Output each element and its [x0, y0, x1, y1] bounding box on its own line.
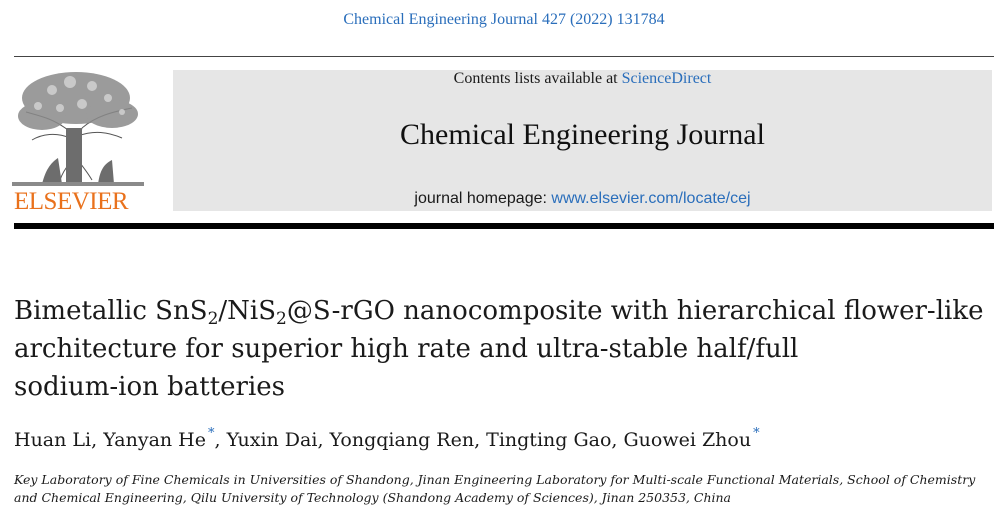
banner-bottom-rule: [14, 223, 994, 229]
author-separator: ,: [474, 429, 487, 451]
header-divider: [14, 56, 994, 57]
elsevier-tree-logo-icon: [12, 68, 144, 186]
journal-title[interactable]: Chemical Engineering Journal: [400, 118, 765, 151]
title-subscript-2: 2: [276, 309, 287, 329]
elsevier-logo[interactable]: [12, 68, 144, 214]
contents-line: [173, 70, 992, 88]
author-name[interactable]: Yongqiang Ren: [329, 429, 475, 451]
author-separator: ,: [317, 429, 330, 451]
author-separator: ,: [91, 429, 104, 451]
contents-prefix: Contents lists available at: [453, 70, 622, 87]
homepage-link[interactable]: www.elsevier.com/locate/cej: [551, 190, 751, 207]
corresponding-author-star[interactable]: *: [208, 426, 215, 441]
homepage-line: [173, 190, 992, 208]
author-name[interactable]: Yanyan He: [103, 429, 206, 451]
author-name[interactable]: Tingting Gao: [486, 429, 612, 451]
author-name[interactable]: Guowei Zhou: [623, 429, 752, 451]
title-line-3: sodium-ion batteries: [14, 372, 286, 402]
journal-banner: [173, 70, 992, 211]
journal-citation-link[interactable]: Chemical Engineering Journal 427 (2022) 131784: [343, 11, 665, 28]
title-segment-3: @S-rGO nanocomposite with hierarchical flower-like: [286, 296, 984, 326]
title-line-2: architecture for superior high rate and ultra-stable half/full: [14, 334, 799, 364]
author-separator: ,: [214, 429, 227, 451]
author-separator: ,: [611, 429, 624, 451]
title-subscript-1: 2: [207, 309, 219, 329]
author-affiliation: Key Laboratory of Fine Chemicals in Universities of Shandong, Jinan Engineering Laboratory for Multi-scale Functional Materials, School of Chemistry and Chemical Engineering, Qilu University of Technology (Shandong Academy of Sciences), Jinan 250353, China: [14, 472, 976, 505]
homepage-prefix: journal homepage:: [414, 190, 552, 207]
article-title: [14, 292, 999, 406]
corresponding-author-star[interactable]: *: [753, 426, 760, 441]
title-segment-2: /NiS: [218, 296, 277, 326]
author-name[interactable]: Yuxin Dai: [226, 429, 318, 451]
elsevier-wordmark: ELSEVIER: [14, 188, 129, 215]
sciencedirect-link[interactable]: ScienceDirect: [621, 70, 712, 87]
author-list: [14, 426, 999, 451]
title-segment-1: Bimetallic SnS: [14, 296, 208, 326]
author-name[interactable]: Huan Li: [14, 429, 92, 451]
